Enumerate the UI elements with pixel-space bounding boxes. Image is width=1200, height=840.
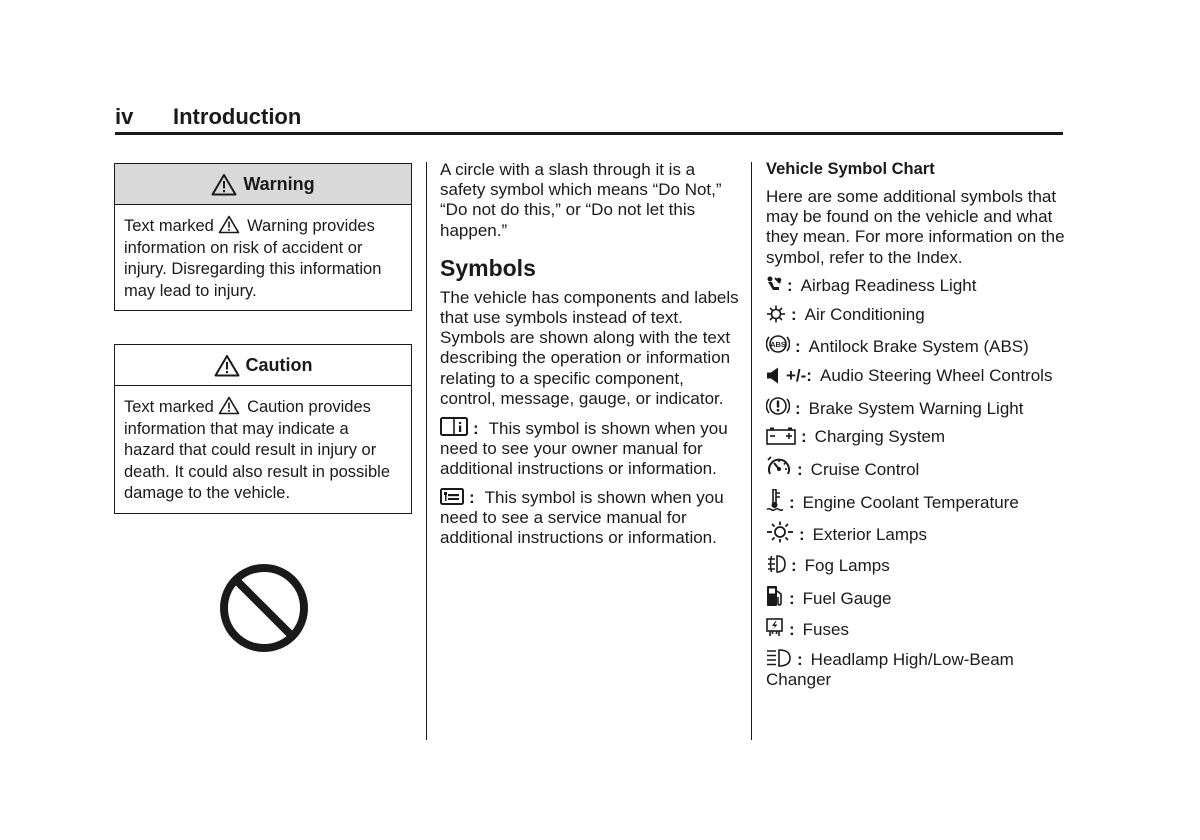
caution-heading xyxy=(115,345,411,386)
symbol-label: Charging System xyxy=(814,427,946,447)
warning-body-prefix: Text marked xyxy=(124,217,214,235)
coolant-temp-icon xyxy=(766,489,784,511)
warning-body-text: Warning provides information on risk of accident or injury. Disregarding this information may lead to injury. xyxy=(124,217,382,300)
fuse-icon xyxy=(766,618,784,638)
circle-slash-description: A circle with a slash through it is a safety symbol which means “Do Not,” “Do not do this,” or “Do not let this happen.” xyxy=(440,160,722,240)
section-title: Introduction xyxy=(173,104,302,129)
symbol-row-exterior-lamps: : Exterior Lamps xyxy=(766,521,1066,545)
caution-body-prefix: Text marked xyxy=(124,398,214,416)
symbol-label: Brake System Warning Light xyxy=(808,398,1024,418)
caution-body xyxy=(115,386,411,513)
fog-lamp-icon xyxy=(766,554,786,574)
air-conditioning-icon xyxy=(766,305,786,323)
symbol-row-coolant-temp: : Engine Coolant Temperature xyxy=(766,489,1066,513)
warning-box xyxy=(114,163,412,311)
warning-body xyxy=(115,205,411,310)
symbol-label: Fuses xyxy=(802,619,849,639)
symbol-row-audio-steering xyxy=(766,366,1066,386)
owner-manual-book-icon xyxy=(440,417,468,436)
symbol-label: Fog Lamps xyxy=(804,556,890,576)
audio-steering-icon xyxy=(766,367,782,384)
caution-triangle-icon xyxy=(214,354,240,377)
middle-column xyxy=(440,160,740,556)
symbol-row-fog-lamps: : Fog Lamps xyxy=(766,554,1066,576)
symbol-label: Headlamp High/Low-Beam Changer xyxy=(766,650,1014,690)
symbol-row-airbag: : Airbag Readiness Light xyxy=(766,276,1066,296)
exterior-lamp-icon xyxy=(766,521,794,543)
headlamp-beam-icon xyxy=(766,648,792,668)
warning-triangle-icon xyxy=(211,173,237,196)
audio-plus-minus-label: +/-: xyxy=(786,365,812,385)
airbag-icon xyxy=(766,276,782,294)
service-manual-paragraph: : This symbol is shown when you need to see a service manual for additional instructions or information. xyxy=(440,487,724,548)
symbol-label: Engine Coolant Temperature xyxy=(802,492,1019,512)
symbol-row-brake-warning: : Brake System Warning Light xyxy=(766,395,1066,419)
battery-icon xyxy=(766,427,796,445)
warning-triangle-icon xyxy=(218,215,240,234)
symbol-row-fuel-gauge: : Fuel Gauge xyxy=(766,585,1066,609)
vehicle-symbol-chart-intro: Here are some additional symbols that may be found on the vehicle and what they mean. For more information on the symbol, refer to the Index. xyxy=(766,187,1065,267)
service-manual-text: This symbol is shown when you need to see a service manual for additional instructions or information. xyxy=(440,487,724,548)
caution-box xyxy=(114,344,412,514)
owner-manual-text: This symbol is shown when you need to see your owner manual for additional instructions or information. xyxy=(440,419,728,479)
symbol-row-cruise-control: : Cruise Control xyxy=(766,456,1066,480)
symbol-label: Fuel Gauge xyxy=(802,588,892,608)
symbol-label: Air Conditioning xyxy=(804,304,925,324)
caution-triangle-icon xyxy=(218,396,240,415)
page-header xyxy=(115,100,1063,135)
symbol-row-air-conditioning: : Air Conditioning xyxy=(766,305,1066,325)
symbol-row-fuses: : Fuses xyxy=(766,618,1066,640)
symbol-row-headlamp-beam: : Headlamp High/Low-Beam Changer xyxy=(766,650,1014,690)
page-number: iv xyxy=(115,104,134,129)
caution-heading-label: Caution xyxy=(245,354,313,375)
column-divider xyxy=(751,162,752,740)
symbol-label: Exterior Lamps xyxy=(812,525,927,545)
service-manual-icon xyxy=(440,488,464,505)
symbol-row-abs: ABS : Antilock Brake System (ABS) xyxy=(766,333,1066,357)
fuel-gauge-icon xyxy=(766,585,784,607)
cruise-control-icon xyxy=(766,456,792,478)
warning-heading-label: Warning xyxy=(243,173,315,194)
right-column xyxy=(766,160,1066,699)
abs-icon xyxy=(766,333,790,355)
symbols-intro: The vehicle has components and labels that use symbols instead of text. Symbols are shown along with the text describing the operation or information relating to a specific component, control, message, gauge, or indicator. xyxy=(440,287,739,408)
symbol-label: Airbag Readiness Light xyxy=(800,275,977,295)
symbol-label: Antilock Brake System (ABS) xyxy=(808,337,1029,357)
svg-text:ABS: ABS xyxy=(770,340,786,350)
vehicle-symbol-chart-heading: Vehicle Symbol Chart xyxy=(766,160,935,178)
symbol-row-charging: : Charging System xyxy=(766,427,1066,447)
symbol-label: Cruise Control xyxy=(810,460,920,480)
circle-slash-icon xyxy=(218,562,310,654)
warning-heading xyxy=(115,164,411,205)
symbols-heading: Symbols xyxy=(440,254,536,281)
brake-warning-icon xyxy=(766,395,790,417)
column-divider xyxy=(426,162,427,740)
symbol-label: Audio Steering Wheel Controls xyxy=(819,365,1053,385)
owner-manual-paragraph: : This symbol is shown when you need to see your owner manual for additional instructions or information. xyxy=(440,419,728,479)
caution-body-text: Caution provides information that may indicate a hazard that could result in injury or death. It could also result in possible damage to the vehicle. xyxy=(124,398,390,502)
